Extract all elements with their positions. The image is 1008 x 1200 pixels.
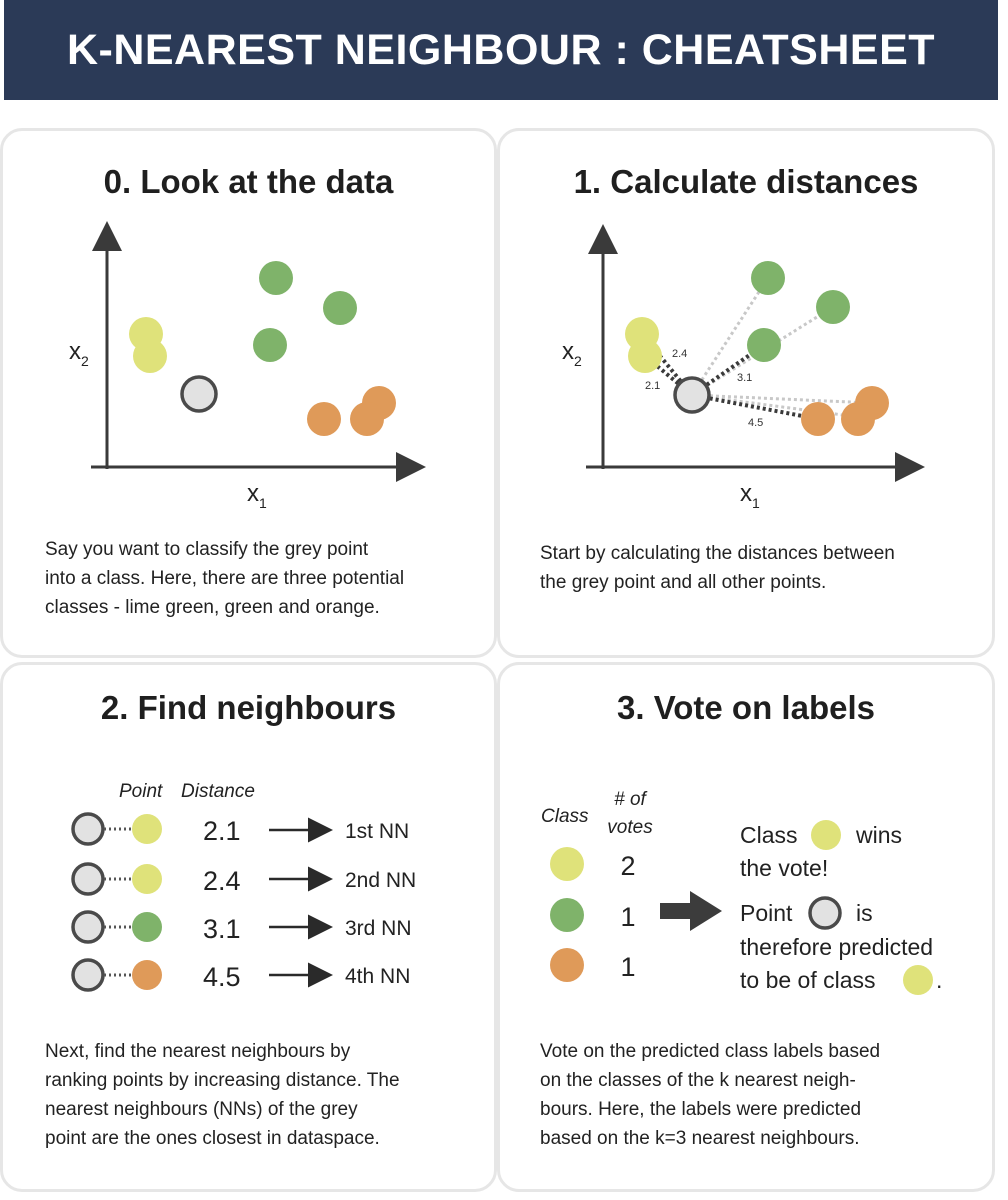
panel-title: 0. Look at the data <box>103 163 394 200</box>
vote-diagram <box>500 665 992 1045</box>
result-text: Point <box>740 900 793 926</box>
green-point <box>323 291 357 325</box>
distance-value: 4.5 <box>203 962 241 992</box>
green-point <box>747 328 781 362</box>
panel-vote-on-labels <box>497 662 995 1192</box>
neighbour-row <box>73 814 409 846</box>
neighbour-row <box>73 864 416 896</box>
distance-line <box>692 395 818 419</box>
panel-look-at-data <box>0 128 497 658</box>
panel-find-neighbours <box>0 662 497 1192</box>
panel-description: Vote on the predicted class labels based on the classes of the k nearest neigh- bours. Here, the labels were predicted based on the k=3 nearest neighbours. <box>540 1041 881 1149</box>
green-point <box>259 261 293 295</box>
predicted-class-point <box>903 965 933 995</box>
distance-label: 2.4 <box>672 348 688 360</box>
result-text: is <box>856 900 873 926</box>
panel-description: Start by calculating the distances between the grey point and all other points. <box>540 543 895 593</box>
grey-query-point <box>73 960 103 990</box>
distance-plot <box>500 131 992 531</box>
result-text: the vote! <box>740 855 829 881</box>
panel-description: Say you want to classify the grey point into a class. Here, there are three potential classes - lime green, green and orange. <box>45 539 405 618</box>
distance-label: 3.1 <box>737 372 753 384</box>
result-text: wins <box>856 822 903 848</box>
y-axis-label: $x_2$ <box>69 338 89 369</box>
result-text: . <box>936 967 943 993</box>
green-point <box>253 328 287 362</box>
neighbour-point <box>132 960 162 990</box>
distance-label: 4.5 <box>748 417 764 429</box>
panel-calculate-distances <box>497 128 995 658</box>
rank-label: 2nd NN <box>345 869 417 892</box>
green-point <box>751 261 785 295</box>
result-text: to be of class <box>740 967 876 993</box>
grey-query-point <box>810 898 840 928</box>
class-point <box>550 898 584 932</box>
green-point <box>816 290 850 324</box>
neighbour-ranking <box>3 665 494 1045</box>
panel-description: Next, find the nearest neighbours by ranking points by increasing distance. The nearest neighbours (NNs) of the grey point are the ones closest in dataspace. <box>45 1041 400 1149</box>
rank-label: 4th NN <box>345 965 411 988</box>
vote-count: 1 <box>620 902 636 932</box>
orange-point <box>841 402 875 436</box>
grey-query-point <box>73 814 103 844</box>
column-header-votes: # of <box>614 789 646 810</box>
orange-point <box>307 402 341 436</box>
distance-value: 2.4 <box>203 866 241 896</box>
distance-label: 2.1 <box>645 380 661 392</box>
result-text: therefore predicted <box>740 934 934 960</box>
column-header-distance: Distance <box>181 781 255 802</box>
orange-point <box>350 402 384 436</box>
grey-query-point <box>73 912 103 942</box>
orange-point <box>801 402 835 436</box>
neighbour-point <box>132 814 162 844</box>
distance-line <box>692 395 872 403</box>
lime-point <box>133 339 167 373</box>
grey-query-point <box>182 377 216 411</box>
neighbour-point <box>132 912 162 942</box>
y-axis-label: $x_2$ <box>562 338 582 369</box>
neighbour-row <box>73 912 412 944</box>
x-axis-label: $x_1$ <box>247 480 267 511</box>
rank-label: 1st NN <box>345 820 410 843</box>
lime-point <box>628 339 662 373</box>
distance-value: 3.1 <box>203 914 241 944</box>
neighbour-point <box>132 864 162 894</box>
panel-title: 2. Find neighbours <box>100 689 397 726</box>
panel-title: 3. Vote on labels <box>617 689 875 726</box>
result-arrow <box>660 891 722 931</box>
column-header-votes: votes <box>607 817 653 838</box>
grey-query-point <box>73 864 103 894</box>
grey-query-point <box>675 378 709 412</box>
neighbour-row <box>73 960 410 992</box>
scatter-plot-data <box>3 131 494 531</box>
x-axis-label: $x_1$ <box>740 480 760 511</box>
column-header-class: Class <box>541 806 589 827</box>
panel-title: 1. Calculate distances <box>573 163 919 200</box>
winning-class-point <box>811 820 841 850</box>
distance-value: 2.1 <box>203 816 241 846</box>
class-point <box>550 948 584 982</box>
class-point <box>550 847 584 881</box>
result-text: Class <box>740 822 798 848</box>
column-header-point: Point <box>119 781 163 802</box>
page-title: K-NEAREST NEIGHBOUR : CHEATSHEET <box>4 0 998 100</box>
vote-count: 2 <box>620 851 636 881</box>
vote-count: 1 <box>620 952 636 982</box>
rank-label: 3rd NN <box>345 917 412 940</box>
